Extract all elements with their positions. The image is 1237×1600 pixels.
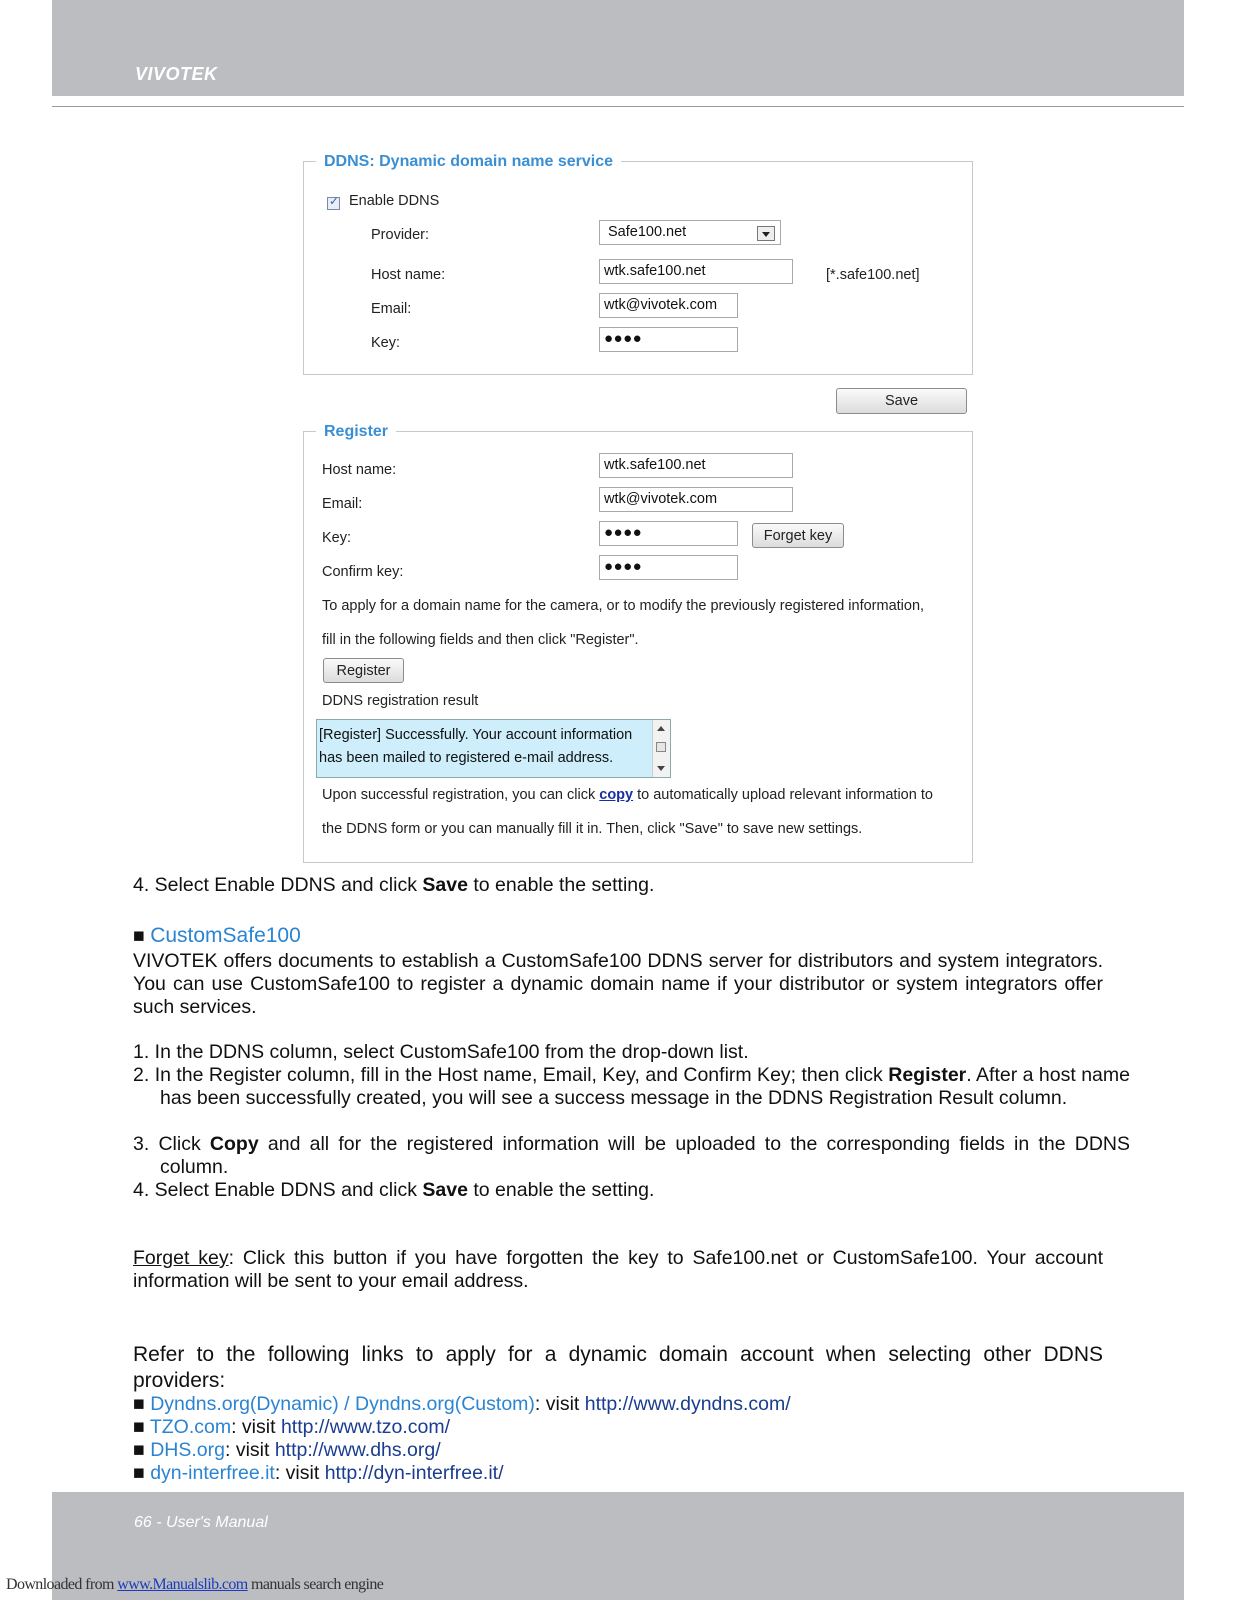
copy-pre: Upon successful registration, you can click: [322, 787, 600, 803]
reg-host-name-input[interactable]: wtk.safe100.net: [599, 453, 793, 478]
result-textarea[interactable]: [316, 719, 671, 778]
reg-key-label: Key:: [322, 530, 352, 546]
provider-url[interactable]: http://www.tzo.com/: [280, 1416, 450, 1438]
visit-text: : visit: [224, 1439, 275, 1461]
ddns-legend: DDNS: Dynamic domain name service: [316, 153, 621, 171]
forget-key-desc: : Click this button if you have forgotten the key to Safe100.net or CustomSafe100. Your account information will be sent to your email address.: [133, 1247, 1104, 1292]
provider-name: Dyndns.org(Dynamic) / Dyndns.org(Custom): [150, 1393, 535, 1415]
step-4: [133, 1179, 1103, 1202]
save-button[interactable]: Save: [836, 388, 967, 414]
reg-key-input[interactable]: ●●●●: [599, 521, 738, 546]
section-heading: [133, 924, 1103, 948]
section-title: CustomSafe100: [150, 924, 301, 947]
provider-name: dyn-interfree.it: [150, 1462, 275, 1484]
provider-label: Provider:: [371, 227, 430, 243]
page-header: [52, 0, 1184, 96]
register-info-line2: fill in the following fields and then click "Register".: [322, 632, 639, 648]
link-tzo: [133, 1416, 1103, 1439]
result-scrollbar[interactable]: [652, 720, 670, 777]
register-legend: Register: [316, 423, 396, 441]
scroll-down-icon[interactable]: [657, 766, 665, 771]
reg-email-label: Email:: [322, 496, 363, 512]
step2-post: . After a host name has been successfully created, you will see a success message in the DDNS Registration Result column.: [160, 1064, 1130, 1109]
copy-post: to automatically upload relevant information to: [633, 787, 933, 803]
intro-paragraph: VIVOTEK offers documents to establish a CustomSafe100 DDNS server for distributors and system integrators. You can use CustomSafe100 to register a dynamic domain name if your distributor or system integrators offer such services.: [133, 950, 1103, 1018]
step3-bold: Copy: [209, 1133, 259, 1155]
step2-bold: Register: [888, 1064, 967, 1086]
page-number: 66 - User's Manual: [134, 1514, 268, 1531]
provider-name: DHS.org: [150, 1439, 225, 1461]
provider-url[interactable]: http://dyn-interfree.it/: [324, 1462, 504, 1484]
provider-select[interactable]: [599, 220, 781, 245]
link-dhs: [133, 1439, 1103, 1462]
reg-email-input[interactable]: wtk@vivotek.com: [599, 487, 793, 512]
host-suffix: [*.safe100.net]: [826, 267, 920, 283]
download-note: [6, 1576, 383, 1594]
visit-text: : visit: [534, 1393, 585, 1415]
key-label: Key:: [371, 335, 401, 351]
step4-post: to enable the setting.: [467, 1179, 655, 1201]
scroll-up-icon[interactable]: [657, 726, 665, 731]
bullet-icon: ■: [133, 1393, 151, 1415]
step-3: [133, 1133, 1130, 1179]
forget-key-term: Forget key: [133, 1247, 229, 1269]
bullet-icon: ■: [133, 1416, 150, 1438]
step-1: 1. In the DDNS column, select CustomSafe100 from the drop-down list.: [133, 1041, 749, 1063]
enable-ddns-checkbox[interactable]: [327, 197, 340, 210]
visit-text: : visit: [274, 1462, 325, 1484]
step3-post: and all for the registered information will be uploaded to the corresponding fields in the DDNS column.: [160, 1133, 1130, 1178]
register-button[interactable]: Register: [323, 658, 404, 683]
step2-text: 2. In the Register column, fill in the Host name, Email, Key, and Confirm Key; then click: [133, 1064, 889, 1086]
enable-ddns-label: Enable DDNS: [349, 193, 440, 209]
bullet-icon: ■: [133, 1439, 151, 1461]
provider-value: Safe100.net: [608, 224, 687, 240]
bullet-icon: ■: [133, 925, 151, 947]
step-4-enable: [133, 874, 1103, 897]
step4a-text: 4. Select Enable DDNS and click: [133, 874, 423, 896]
host-name-label: Host name:: [371, 267, 446, 283]
result-text: [Register] Successfully. Your account information has been mailed to registered e-mail address.: [319, 727, 633, 766]
download-pre: Downloaded from: [6, 1576, 118, 1593]
step4-bold: Save: [422, 1179, 468, 1201]
email-label: Email:: [371, 301, 412, 317]
step-2: [133, 1064, 1130, 1110]
copy-instructions: [322, 787, 933, 803]
forget-key-note: [133, 1247, 1103, 1293]
chevron-down-icon[interactable]: [757, 226, 775, 241]
provider-url[interactable]: http://www.dyndns.com/: [584, 1393, 791, 1415]
register-info-line1: To apply for a domain name for the camera, or to modify the previously registered information,: [322, 598, 925, 614]
link-dyn-interfree: [133, 1462, 1103, 1485]
confirm-key-label: Confirm key:: [322, 564, 404, 580]
copy-link[interactable]: copy: [599, 787, 634, 803]
copy-instructions-line2: the DDNS form or you can manually fill it in. Then, click "Save" to save new settings.: [322, 821, 863, 837]
link-dyndns: [133, 1393, 1103, 1416]
bullet-icon: ■: [133, 1462, 151, 1484]
step4-text: 4. Select Enable DDNS and click: [133, 1179, 423, 1201]
refer-paragraph: Refer to the following links to apply for a dynamic domain account when selecting other DDNS providers:: [133, 1343, 1103, 1392]
step3-text: 3. Click: [133, 1133, 210, 1155]
forget-key-button[interactable]: Forget key: [752, 523, 844, 548]
scroll-grip-icon[interactable]: [656, 742, 666, 752]
confirm-key-input[interactable]: ●●●●: [599, 555, 738, 580]
host-name-input[interactable]: wtk.safe100.net: [599, 259, 793, 284]
header-divider: [52, 106, 1184, 107]
step4a-bold: Save: [422, 874, 468, 896]
manualslib-link[interactable]: www.Manualslib.com: [117, 1576, 248, 1593]
key-input[interactable]: ●●●●: [599, 327, 738, 352]
provider-name: TZO.com: [149, 1416, 232, 1438]
visit-text: : visit: [231, 1416, 281, 1438]
provider-url[interactable]: http://www.dhs.org/: [274, 1439, 441, 1461]
download-post: manuals search engine: [247, 1576, 384, 1593]
reg-host-name-label: Host name:: [322, 462, 397, 478]
brand-logo: VIVOTEK: [135, 64, 218, 84]
step4a-post: to enable the setting.: [467, 874, 655, 896]
email-input[interactable]: wtk@vivotek.com: [599, 293, 738, 318]
result-label: DDNS registration result: [322, 693, 479, 709]
